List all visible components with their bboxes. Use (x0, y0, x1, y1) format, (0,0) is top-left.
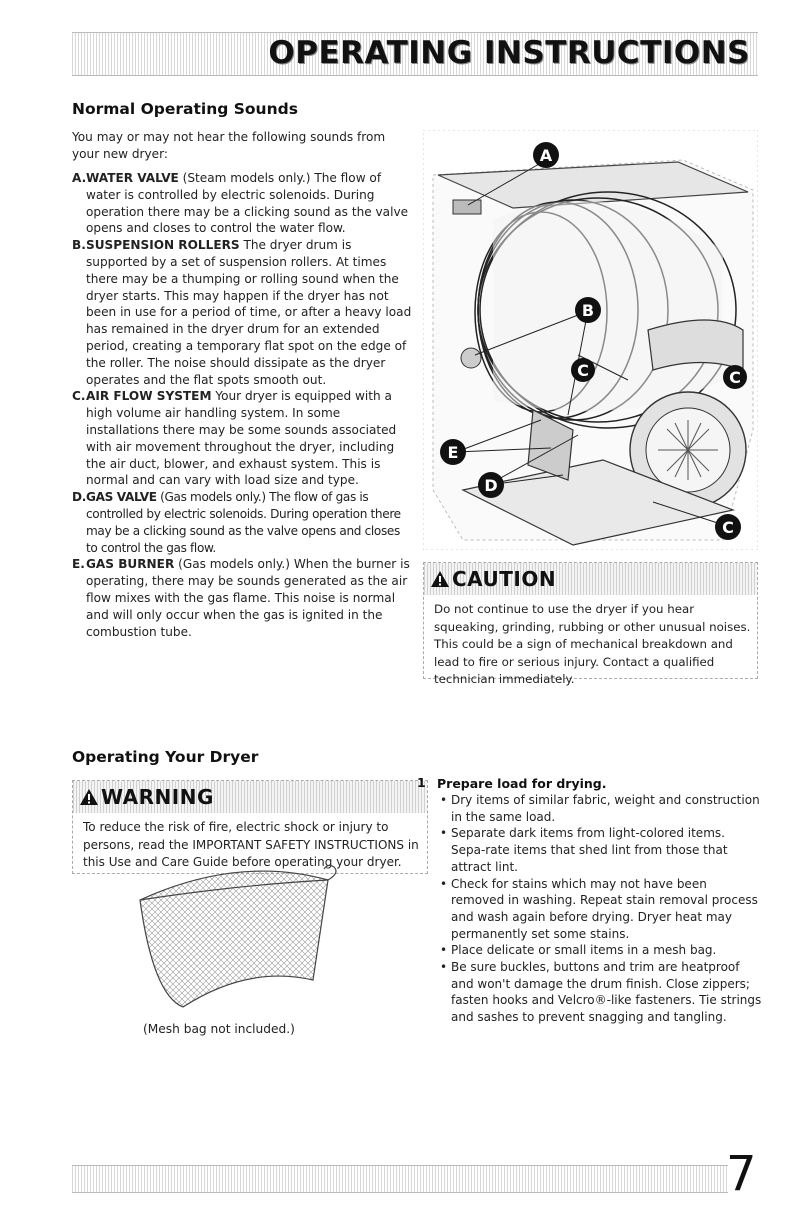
warning-text: To reduce the risk of fire, electric shock or injury to persons, read the IMPORTANT SAFETY INSTRUCTIONS in this Use and Care Guide before operating your dryer. (83, 820, 419, 869)
sound-item-letter: A. (72, 171, 87, 185)
callout-d (478, 472, 504, 498)
sound-item-name: GAS VALVE (86, 490, 157, 505)
sound-item-text: (Gas models only.) The flow of gas is controlled by electric solenoids. During operation there may be a clicking sound as the valve opens and closes to control the gas flow. (86, 490, 401, 555)
caution-box (423, 562, 758, 686)
step-title: Prepare load for drying. (437, 776, 607, 791)
step-bullet: • Dry items of similar fabric, weight and construction in the same load. (437, 792, 762, 825)
step-bullet: • Check for stains which may not have been removed in washing. Repeat stain removal process and wash again before drying. Dryer heat may permanently set some stains. (437, 876, 762, 943)
sound-item-name: SUSPENSION ROLLERS (86, 238, 240, 253)
callout-a (533, 142, 559, 168)
sound-item-name: AIR FLOW SYSTEM (86, 389, 212, 404)
sound-item-text: (Steam models only.) The flow of water is controlled by electric solenoids. During operation there may be a clicking sound as the valve opens and closes to control the water flow. (86, 171, 409, 236)
sound-item-air-flow-system (72, 388, 412, 489)
sound-item-gas-burner (72, 556, 412, 640)
callout-b-label: B (581, 301, 595, 320)
sound-item-water-valve (72, 170, 412, 237)
sound-item-suspension-rollers (72, 237, 412, 388)
sound-item-letter: C. (72, 389, 86, 404)
sound-item-name: GAS BURNER (86, 557, 175, 572)
sound-item-letter: E. (72, 557, 85, 572)
mesh-bag-caption: (Mesh bag not included.) (143, 1022, 295, 1036)
sound-item-text: Your dryer is equipped with a high volume air handling system. In some installations there may be some sounds associated with air movement throughout the dryer, including the air duct, blower, and exhaust system. This is normal and can vary with load size and type. (86, 389, 397, 488)
callout-c2-label: C (729, 368, 741, 387)
alert-triangle-icon (79, 788, 99, 806)
step-bullets (437, 792, 762, 1026)
sound-item-letter: B. (72, 238, 86, 253)
callout-c3-label: C (722, 518, 734, 537)
callout-c1-label: C (577, 361, 589, 380)
caution-header (424, 563, 757, 595)
sound-item-letter: D. (72, 490, 86, 505)
page-number: 7 (726, 1146, 757, 1202)
callout-c2 (723, 365, 747, 389)
alert-triangle-icon (430, 570, 450, 588)
sounds-intro: You may or may not hear the following sounds from your new dryer: (72, 130, 386, 161)
warning-title: WARNING (101, 785, 214, 809)
callout-c1 (571, 358, 595, 382)
sound-item-text: The dryer drum is supported by a set of suspension rollers. At times there may be a thumping or rolling sound when the dryer starts. This may happen if the dryer has not been in use for a period of time, or after a heavy load has remained in the dryer drum for an extended period, creating a temporary flat spot on the edge of the roller. The noise should dissipate as the dryer operates and the flat spots smooth out. (86, 238, 412, 387)
step-bullet: • Separate dark items from light-colored items. Sepa-rate items that shed lint from those that attract lint. (437, 825, 762, 875)
sounds-section-title: Normal Operating Sounds (72, 100, 298, 118)
step-number: 1 (417, 775, 426, 790)
sound-item-name: WATER VALVE (86, 171, 179, 185)
step-bullet: • Place delicate or small items in a mesh bag. (437, 942, 762, 959)
callout-a-label: A (539, 146, 553, 165)
operating-section-title: Operating Your Dryer (72, 748, 259, 766)
callout-c3 (715, 514, 741, 540)
sounds-list (72, 170, 412, 640)
callout-b (575, 297, 601, 323)
step-1 (417, 775, 762, 1026)
page-title: OPERATING INSTRUCTIONS (268, 35, 750, 71)
dryer-illustration (423, 130, 758, 550)
warning-header (73, 781, 427, 813)
callout-e (440, 439, 466, 465)
callout-d-label: D (484, 476, 498, 495)
sound-item-text: (Gas models only.) When the burner is operating, there may be sounds generated as the air flow mixes with the gas flame. This noise is normal and will only occur when the gas is ignited in the combustion tube. (86, 557, 410, 639)
callout-e-label: E (447, 443, 459, 462)
step-bullet: • Be sure buckles, buttons and trim are heatproof and won't damage the drum finish. Close zippers; fasten hooks and Velcro®-like fasteners. Tie strings and sashes to prevent snagging and tangling. (437, 959, 762, 1026)
footer-bar (72, 1165, 728, 1193)
caution-text: Do not continue to use the dryer if you hear squeaking, grinding, rubbing or other unusual noises. This could be a sign of mechanical breakdown and lead to fire or serious injury. Contact a qualified technician immediately. (434, 602, 751, 686)
header-banner (72, 32, 758, 76)
mesh-bag-illustration (128, 855, 353, 1020)
sound-item-gas-valve (72, 489, 412, 556)
caution-title: CAUTION (452, 567, 557, 591)
